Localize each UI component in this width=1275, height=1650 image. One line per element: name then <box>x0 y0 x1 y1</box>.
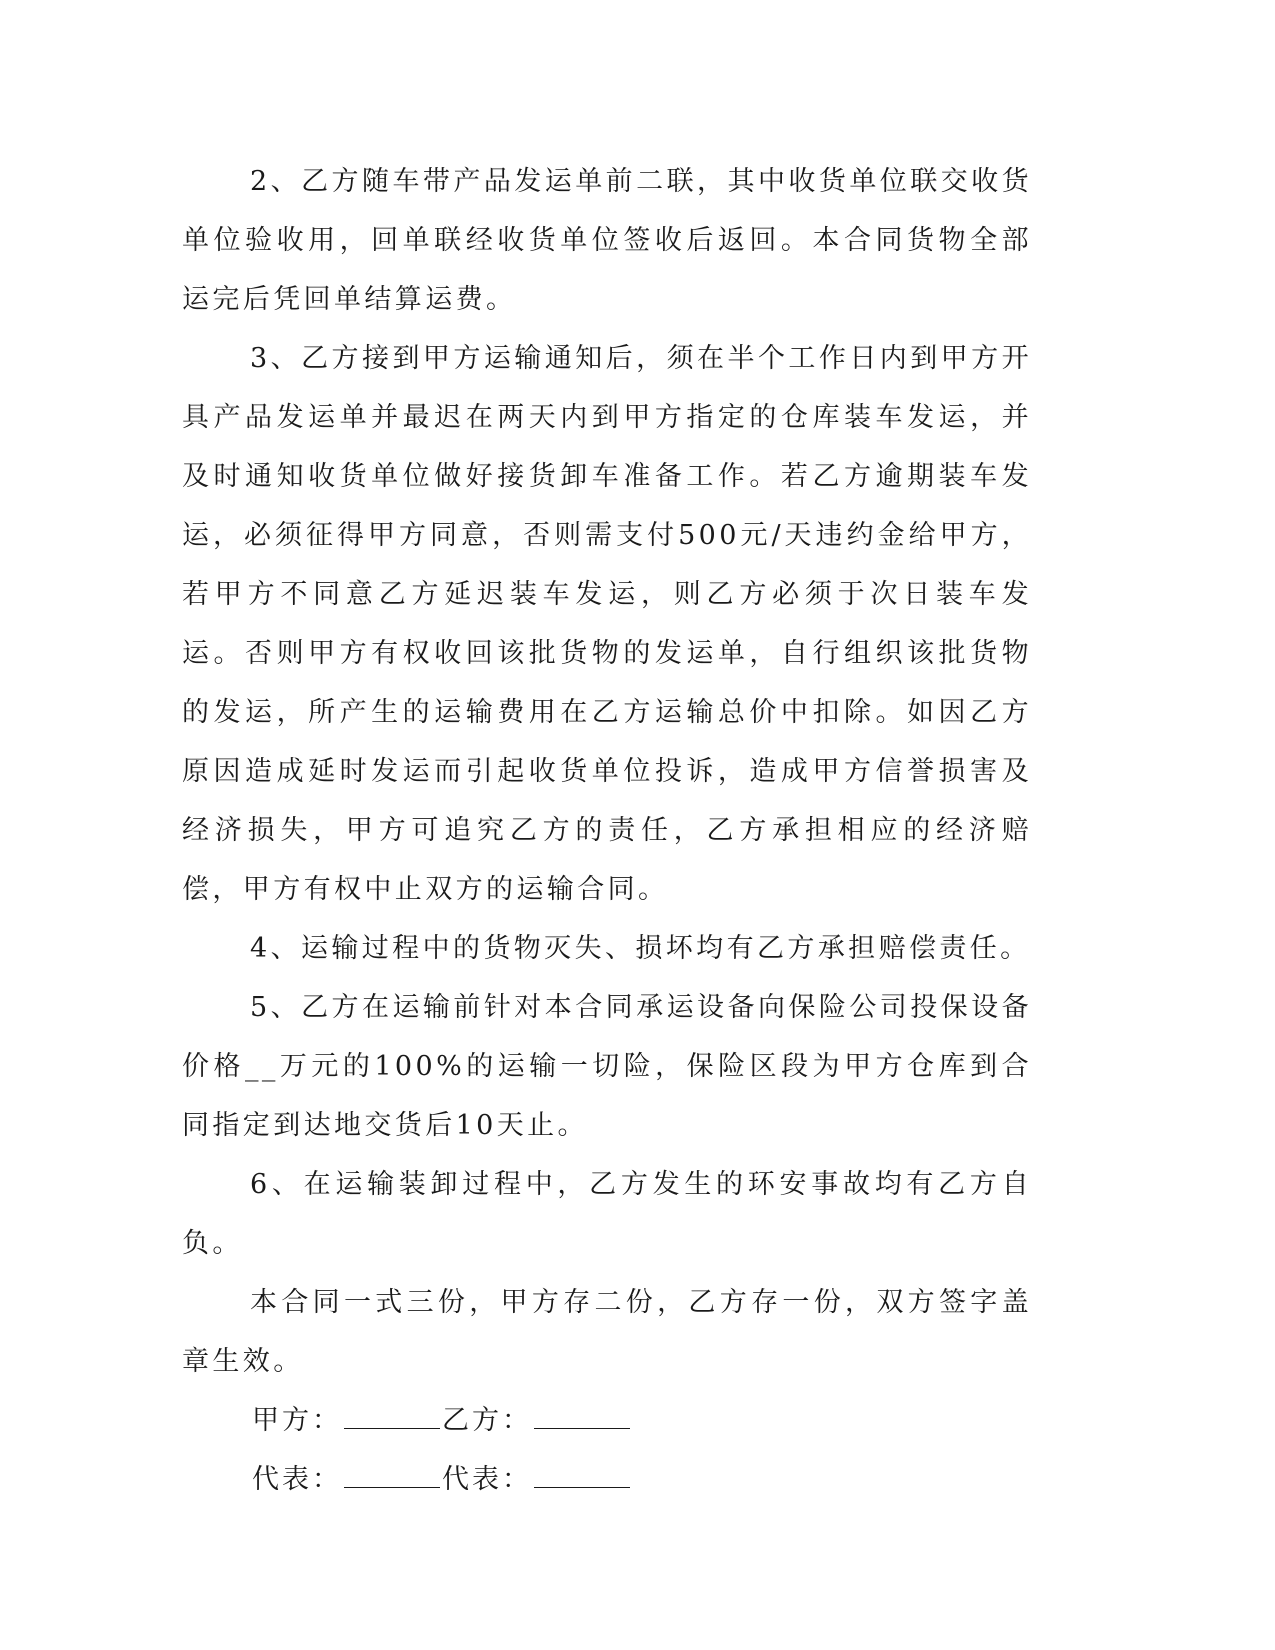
clause-2: 2、乙方随车带产品发运单前二联，其中收货单位联交收货单位验收用，回单联经收货单位签收后返回。本合同货物全部运完后凭回单结算运费。 <box>182 166 1032 315</box>
rep-a-label: 代表： <box>252 1464 342 1495</box>
party-b-label: 乙方： <box>442 1405 532 1436</box>
party-a-label: 甲方： <box>252 1405 342 1436</box>
contract-body <box>182 152 1032 1509</box>
party-b-blank <box>534 1402 630 1429</box>
clause-5: 5、乙方在运输前针对本合同承运设备向保险公司投保设备价格__万元的100%的运输一切险，保险区段为甲方仓库到合同指定到达地交货后10天止。 <box>182 992 1032 1141</box>
clause-3: 3、乙方接到甲方运输通知后，须在半个工作日内到甲方开具产品发运单并最迟在两天内到甲方指定的仓库装车发运，并及时通知收货单位做好接货卸车准备工作。若乙方逾期装车发运，必须征得甲方同意，否则需支付500元/天违约金给甲方，若甲方不同意乙方延迟装车发运，则乙方必须于次日装车发运。否则甲方有权收回该批货物的发运单，自行组织该批货物的发运，所产生的运输费用在乙方运输总价中扣除。如因乙方原因造成延时发运而引起收货单位投诉，造成甲方信誉损害及经济损失，甲方可追究乙方的责任，乙方承担相应的经济赔偿，甲方有权中止双方的运输合同。 <box>182 343 1032 905</box>
party-signature-line <box>182 1391 1032 1450</box>
closing-statement: 本合同一式三份，甲方存二份，乙方存一份，双方签字盖章生效。 <box>182 1287 1032 1377</box>
clause-6: 6、在运输装卸过程中，乙方发生的环安事故均有乙方自负。 <box>182 1169 1032 1259</box>
party-a-blank <box>344 1402 440 1429</box>
rep-b-blank <box>534 1461 630 1488</box>
rep-b-label: 代表： <box>442 1464 532 1495</box>
representative-signature-line <box>182 1450 1032 1509</box>
clause-4: 4、运输过程中的货物灭失、损坏均有乙方承担赔偿责任。 <box>250 933 1031 964</box>
rep-a-blank <box>344 1461 440 1488</box>
